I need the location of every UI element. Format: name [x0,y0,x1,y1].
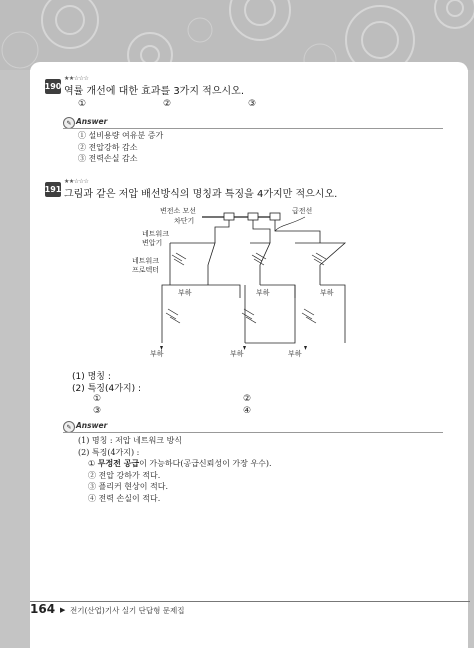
load-labels-upper [178,288,334,297]
label-protector-line1: 네트워크 [132,257,160,265]
label-transformer-line1: 네트워크 [142,230,170,238]
breaker-3 [270,213,280,220]
q191-blank-2: ② [243,394,252,404]
q191-answer-item-1-bold: 무정전 공급 [97,459,140,468]
q190-question-text: 역률 개선에 대한 효과를 3가지 적으시오. [64,86,244,97]
page-number: 164 [30,602,56,616]
q190-answer-line-3: ③ 전력손실 감소 [78,154,138,163]
q191-answer-item-2: ② 전압 강하가 적다. [88,470,161,480]
q191-answer-line-2: (2) 특징(4가지) : [78,447,140,457]
footer-arrow-icon: ▶ [60,606,66,614]
label-load-lower-2: 부하 [230,350,244,358]
label-load-lower-3: 부하 [288,350,302,358]
q191-answer-item-1-num: ① [88,459,96,468]
label-protector-line2: 프로텍터 [132,266,160,274]
label-substation-bus: 변전소 모선 [160,207,197,215]
q191-blank-1: ① [93,394,102,404]
q190-blank-2: ② [163,99,172,109]
q191-answer-label: Answer [76,421,108,430]
q190-blank-3: ③ [248,99,257,109]
q190-answer-blanks [78,99,278,111]
q190-answer-rule [63,128,443,129]
label-load-upper-2: 부하 [256,289,270,297]
q191-question-text: 그림과 같은 저압 배선방식의 명칭과 특징을 4가지만 적으시오. [64,189,338,200]
q191-difficulty-stars: ★★☆☆☆ [64,178,89,185]
q190-answer-line-1: ① 설비용량 여유분 증가 [78,131,164,140]
q191-answer-line-1: (1) 명칭 : 저압 네트워크 방식 [78,436,183,445]
q190-answer-line-2: ② 전압강하 감소 [78,142,138,152]
q191-blank-3: ③ [93,406,102,416]
q190-blank-1: ① [78,99,87,109]
label-transformer-line2: 변압기 [142,239,163,247]
q191-answer-item-3: ③ 플리커 현상이 적다. [88,482,168,491]
q191-answer-rule [63,432,443,433]
label-load-upper-1: 부하 [178,289,192,297]
q191-item-features: (2) 특징(4가지) : [72,384,142,394]
label-breaker: 차단기 [174,217,195,225]
transformer-symbols [172,253,326,265]
right-margin-band [468,70,474,648]
q191-answer-body [78,435,272,504]
label-load-upper-3: 부하 [320,289,334,297]
cable-segments [166,309,316,323]
answer-check-icon: ✎ [63,421,75,433]
q190-difficulty-stars: ★★☆☆☆ [64,75,89,82]
q191-number-badge: 191 [45,182,61,197]
q190-answer-label: Answer [76,117,108,126]
feeder-lines [215,220,320,243]
load-labels-lower [150,349,302,358]
q190-number-badge: 190 [45,79,61,94]
gear-pattern-decoration [0,0,474,70]
q190-answer-body [78,130,163,165]
footer-rule [30,601,470,602]
label-feeder: 급전선 [292,207,313,215]
q191-answer-header [63,421,443,435]
low-voltage-network-diagram [130,203,360,360]
label-load-lower-1: 부하 [150,350,164,358]
breaker-2 [248,213,258,220]
breaker-1 [224,213,234,220]
q190-answer-header [63,117,443,131]
q191-item-name: (1) 명칭 : [72,372,111,382]
book-title: 전기(산업)기사 실기 단답형 문제집 [70,606,185,615]
q191-answer-item-4: ④ 전력 손실이 적다. [88,493,161,503]
left-margin-band [0,70,30,648]
q191-blank-4: ④ [243,406,252,416]
q191-answer-item-1-rest: 이 가능하다(공급신뢰성이 가장 우수). [139,459,272,468]
q191-answer-blanks [93,394,263,418]
header-decoration [0,0,474,70]
q191-answer-item-1 [78,458,272,470]
answer-check-icon: ✎ [63,117,75,129]
